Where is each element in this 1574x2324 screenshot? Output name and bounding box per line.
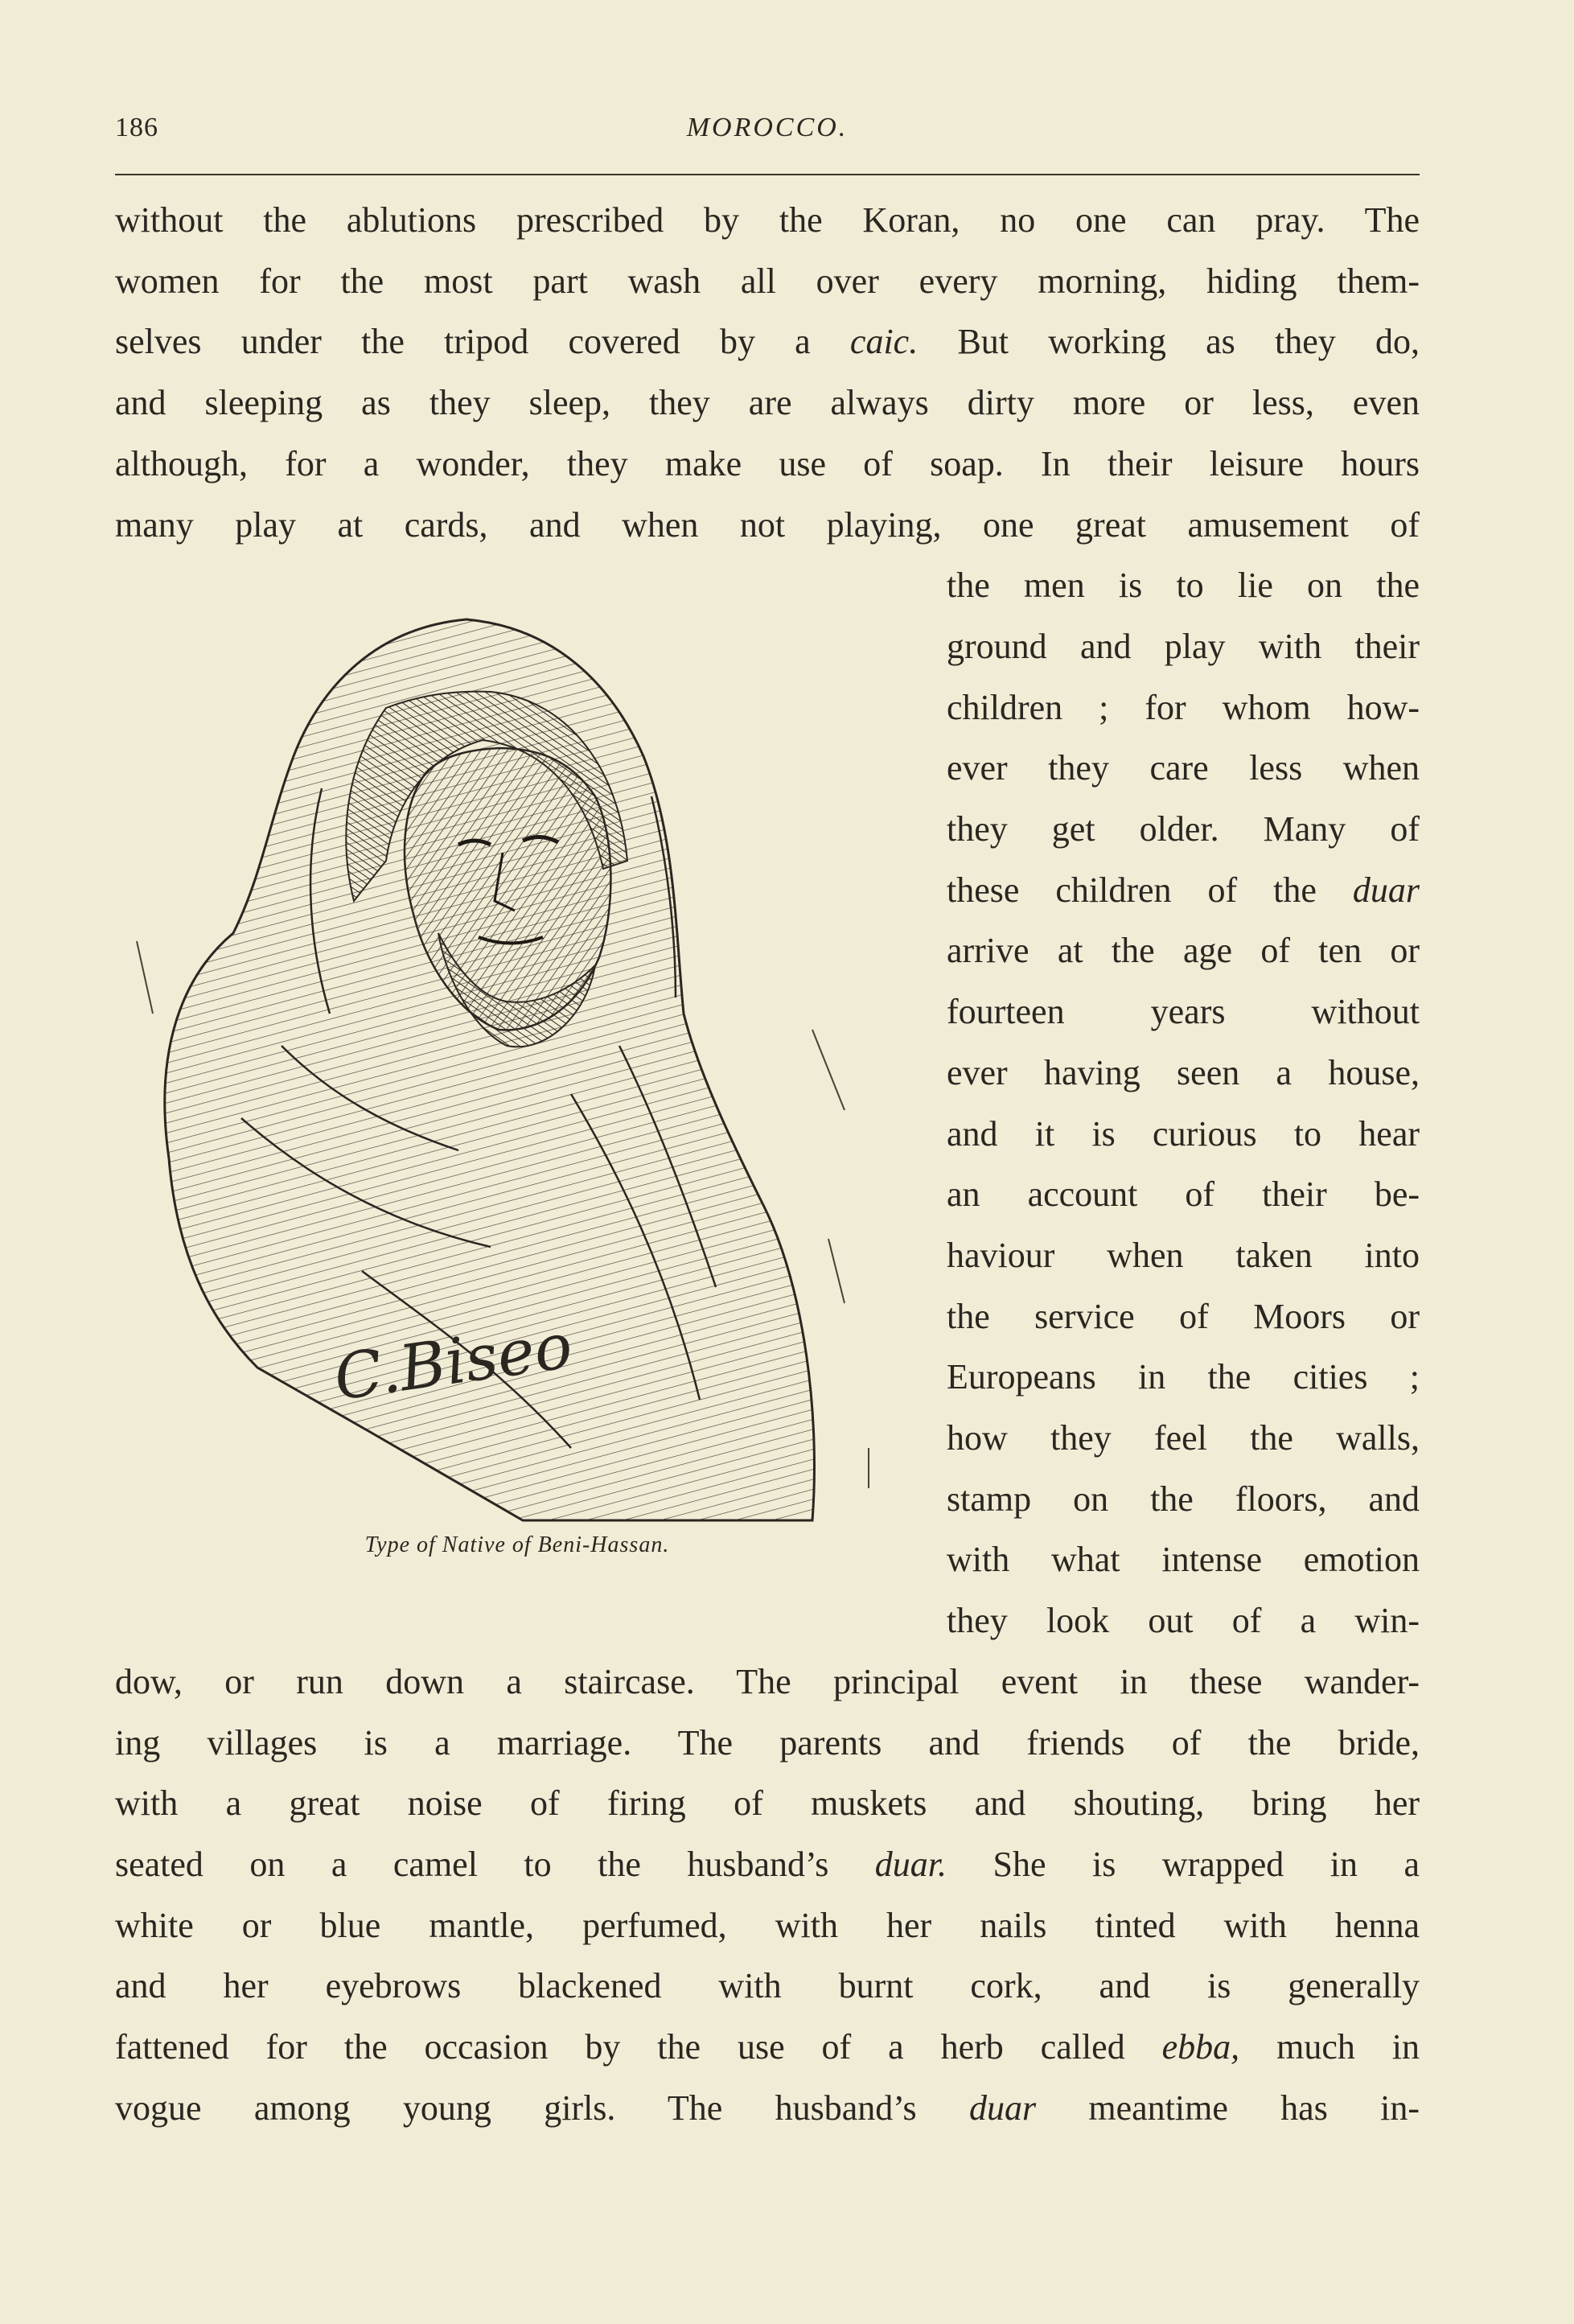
text-line: vogue among young girls. The husband’s duar meantime has in- — [115, 2087, 1420, 2128]
text-line: with a great noise of firing of muskets and shouting, bring her — [115, 1783, 1420, 1824]
text-line: fourteen years without — [947, 992, 1420, 1032]
text-line: although, for a wonder, they make use of soap. In their leisure hours — [115, 443, 1420, 483]
text-line: haviour when taken into — [947, 1235, 1420, 1275]
text-line: women for the most part wash all over every morning, hiding them- — [115, 261, 1420, 301]
italic-term: ebba, — [1161, 2027, 1240, 2067]
text-line: seated on a camel to the husband’s duar. She is wrapped in a — [115, 1844, 1420, 1884]
text-line: stamp on the floors, and — [947, 1479, 1420, 1519]
text-line: without the ablutions prescribed by the Koran, no one can pray. The — [115, 200, 1420, 240]
artist-signature: C.Biseo — [330, 1310, 577, 1415]
text-line: ing villages is a marriage. The parents and friends of the bride, — [115, 1722, 1420, 1763]
text-line: and her eyebrows blackened with burnt cork, and is generally — [115, 1966, 1420, 2006]
text-line: an account of their be- — [947, 1174, 1420, 1215]
text-line: ever having seen a house, — [947, 1052, 1420, 1092]
text-line: selves under the tripod covered by a caic. But working as they do, — [115, 322, 1420, 362]
text-line: they get older. Many of — [947, 809, 1420, 849]
text-line: many play at cards, and when not playing, one great amusement of — [115, 504, 1420, 545]
text-line: and sleeping as they sleep, they are always dirty more or less, even — [115, 383, 1420, 423]
portrait-engraving — [121, 595, 893, 1528]
header-rule — [115, 174, 1420, 175]
text-line: these children of the duar — [947, 870, 1420, 910]
text-line: the service of Moors or — [947, 1296, 1420, 1336]
running-title: MOROCCO. — [686, 113, 849, 142]
italic-term: duar. — [874, 1844, 947, 1884]
text-line: how they feel the walls, — [947, 1418, 1420, 1458]
text-line: and it is curious to hear — [947, 1113, 1420, 1154]
text-line: ground and play with their — [947, 626, 1420, 666]
italic-term: duar — [1352, 870, 1420, 910]
page-number: 186 — [115, 113, 158, 142]
text-line: dow, or run down a staircase. The principal event in these wander- — [115, 1661, 1420, 1701]
text-line: they look out of a win- — [947, 1601, 1420, 1641]
page-header — [115, 113, 1420, 161]
italic-term: caic. — [849, 322, 919, 362]
text-line: ever they care less when — [947, 748, 1420, 788]
text-line: with what intense emotion — [947, 1540, 1420, 1580]
text-line: white or blue mantle, perfumed, with her nails tinted with henna — [115, 1905, 1420, 1945]
text-line: children ; for whom how- — [947, 687, 1420, 727]
italic-term: duar — [968, 2087, 1037, 2128]
text-line: the men is to lie on the — [947, 566, 1420, 606]
figure-caption: Type of Native of Beni-Hassan. — [364, 1532, 670, 1557]
engraving-figure — [121, 595, 893, 1545]
text-line: Europeans in the cities ; — [947, 1357, 1420, 1397]
text-line: fattened for the occasion by the use of a herb called ebba, much in — [115, 2027, 1420, 2067]
text-line: arrive at the age of ten or — [947, 931, 1420, 971]
